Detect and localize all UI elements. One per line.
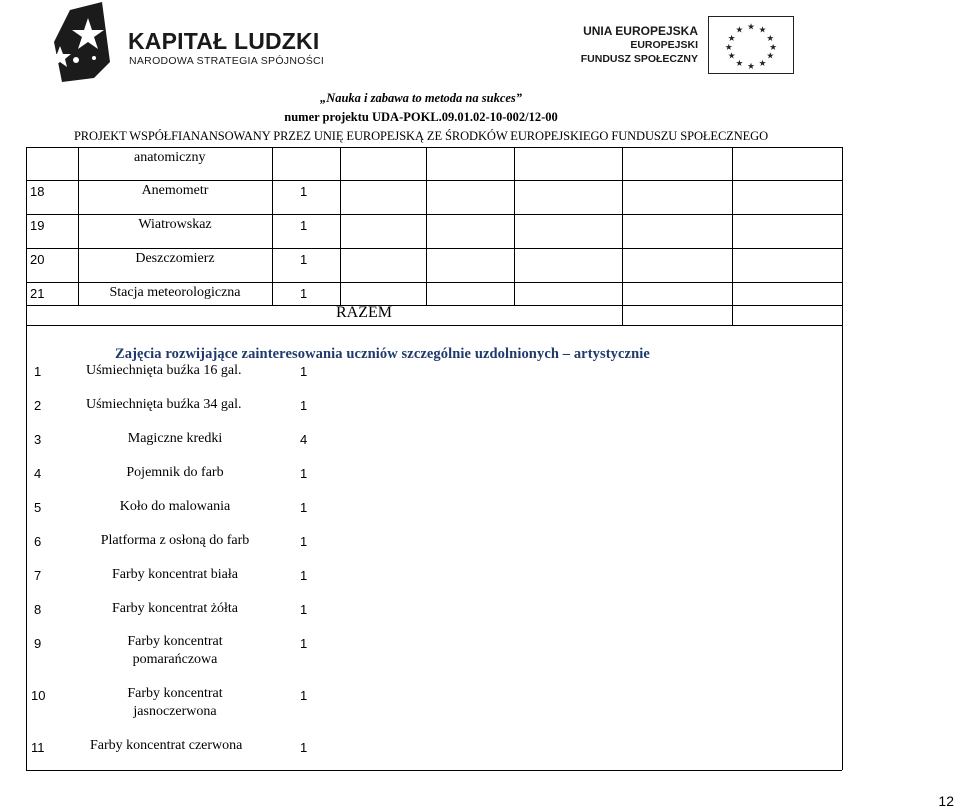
row-number: 1 <box>34 364 42 379</box>
row-number: 19 <box>30 218 45 233</box>
table-rule <box>26 147 842 148</box>
row-quantity: 1 <box>300 286 308 301</box>
row-item-name: Anemometr <box>141 183 209 198</box>
table-rule <box>26 325 842 326</box>
row-number: 21 <box>30 286 45 301</box>
table-rule <box>732 147 733 325</box>
row-quantity: 1 <box>300 252 308 267</box>
section-title: Zajęcia rozwijające zainteresowania uczniów szczególnie uzdolnionych – artystycznie <box>115 346 650 362</box>
svg-text:★: ★ <box>747 22 755 33</box>
row-quantity: 1 <box>300 636 308 651</box>
row-item-name-line-2: jasnoczerwona <box>133 704 217 719</box>
table-rule <box>26 214 842 215</box>
row-item-name-line-1: Farby koncentrat <box>127 686 223 701</box>
project-number: numer projektu UDA-POKL.09.01.02-10-002/12-00 <box>284 110 558 124</box>
total-label: RAZEM <box>336 304 392 321</box>
kapital-ludzki-subtitle: NARODOWA STRATEGIA SPÓJNOŚCI <box>129 55 325 67</box>
svg-text:★: ★ <box>766 51 775 62</box>
table-rule <box>26 770 842 771</box>
row-number: 10 <box>31 688 46 703</box>
row-quantity: 1 <box>300 218 308 233</box>
row-quantity: 1 <box>300 184 308 199</box>
row-quantity: 1 <box>300 534 308 549</box>
row-number: 8 <box>34 602 42 617</box>
row-item-name: Wiatrowskaz <box>138 217 212 232</box>
row-number: 4 <box>34 466 42 481</box>
table-rule <box>26 147 27 325</box>
table-rule <box>340 147 341 305</box>
row-number: 20 <box>30 252 45 267</box>
svg-text:★: ★ <box>724 42 733 53</box>
row-number: 18 <box>30 184 45 199</box>
row-quantity: 1 <box>300 500 308 515</box>
row-number: 6 <box>34 534 42 549</box>
svg-text:★: ★ <box>735 59 744 70</box>
kapital-ludzki-title: KAPITAŁ LUDZKI <box>128 28 320 54</box>
row-item-name: Uśmiechnięta buźka 34 gal. <box>86 397 242 412</box>
table-rule <box>272 147 273 305</box>
table-rule <box>514 147 515 305</box>
row-number: 9 <box>34 636 42 651</box>
eu-line-3: FUNDUSZ SPOŁECZNY <box>580 53 698 65</box>
table-rule <box>26 325 27 770</box>
row-item-name: Deszczomierz <box>135 251 215 266</box>
row-item-name: Farby koncentrat żółta <box>112 601 238 616</box>
row-quantity: 1 <box>300 688 308 703</box>
row-number: 3 <box>34 432 42 447</box>
svg-text:★: ★ <box>747 62 755 73</box>
svg-text:★: ★ <box>758 59 767 70</box>
row-item-name: Koło do malowania <box>119 499 231 514</box>
row-quantity: 1 <box>300 364 308 379</box>
project-description: PROJEKT WSPÓŁFIANANSOWANY PRZEZ UNIĘ EUROPEJSKĄ ZE ŚRODKÓW EUROPEJSKIEGO FUNDUSZU SPOŁECZNEGO <box>73 129 769 143</box>
row-item-name: Farby koncentrat czerwona <box>90 738 243 753</box>
row-item-name-line-1: Farby koncentrat <box>127 634 223 649</box>
row-quantity: 1 <box>300 602 308 617</box>
row-quantity: 4 <box>300 432 308 447</box>
svg-text:★: ★ <box>758 25 767 36</box>
project-title: „Nauka i zabawa to metoda na sukces” <box>319 91 523 105</box>
table-rule <box>26 282 842 283</box>
table-rule <box>622 147 623 325</box>
row-number: 7 <box>34 568 42 583</box>
row-item-name: Pojemnik do farb <box>126 465 224 480</box>
svg-text:★: ★ <box>735 25 744 36</box>
row-item-name: Stacja meteorologiczna <box>109 285 241 300</box>
row-quantity: 1 <box>300 740 308 755</box>
row-quantity: 1 <box>300 568 308 583</box>
svg-text:★: ★ <box>766 34 775 45</box>
row-item-name: Farby koncentrat biała <box>112 567 238 582</box>
row-item-name: Magiczne kredki <box>127 431 223 446</box>
table-rule <box>26 180 842 181</box>
table-rule <box>842 325 843 770</box>
row-number: 11 <box>31 740 45 755</box>
eu-line-1: UNIA EUROPEJSKA <box>583 24 698 38</box>
table-rule <box>26 305 842 306</box>
continuation-text: anatomiczny <box>134 150 206 165</box>
eu-fund-text <box>581 24 698 66</box>
page-number: 12 <box>938 793 954 809</box>
row-number: 5 <box>34 500 42 515</box>
svg-text:★: ★ <box>769 42 778 53</box>
table-rule <box>78 147 79 305</box>
table-rule <box>842 147 843 325</box>
row-quantity: 1 <box>300 466 308 481</box>
row-quantity: 1 <box>300 398 308 413</box>
row-item-name-line-2: pomarańczowa <box>132 652 218 667</box>
eu-flag-icon <box>708 16 794 74</box>
row-number: 2 <box>34 398 42 413</box>
row-item-name: Platforma z osłoną do farb <box>100 533 250 548</box>
row-item-name: Uśmiechnięta buźka 16 gal. <box>86 363 242 378</box>
table-rule <box>426 147 427 305</box>
svg-text:★: ★ <box>727 34 736 45</box>
eu-line-2: EUROPEJSKI <box>630 39 698 51</box>
table-rule <box>26 248 842 249</box>
svg-text:★: ★ <box>727 51 736 62</box>
